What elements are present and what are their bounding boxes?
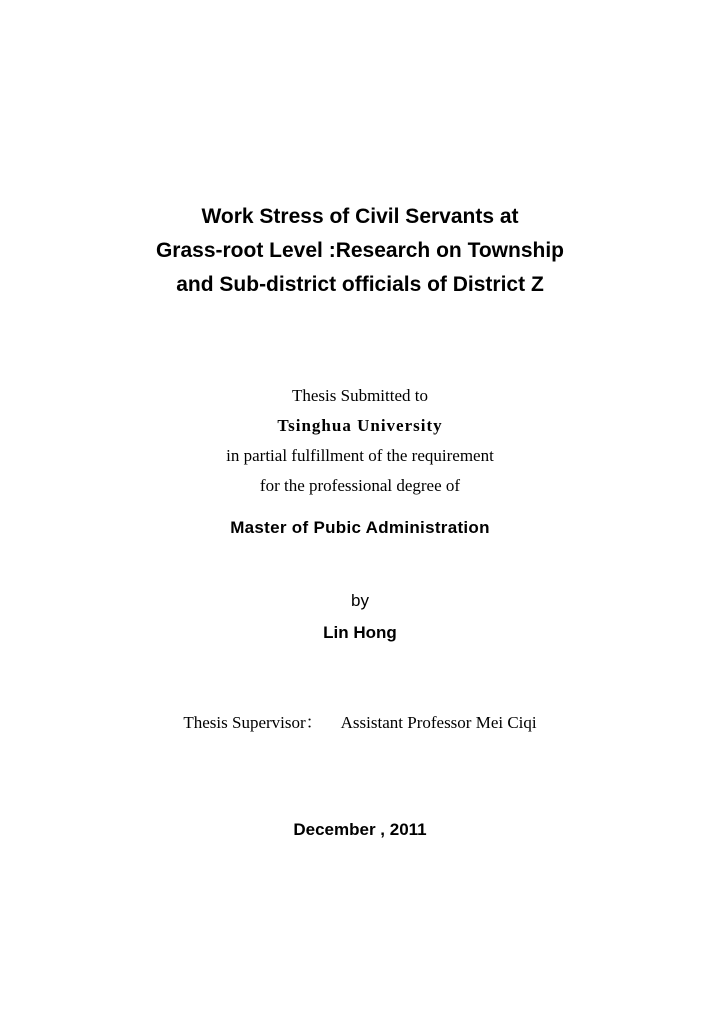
supervisor-name: Assistant Professor Mei Ciqi <box>340 713 537 732</box>
submission-statement <box>0 381 720 501</box>
thesis-title-line-1: Work Stress of Civil Servants at <box>201 205 519 228</box>
supervisor-label: Thesis Supervisor： <box>183 713 323 732</box>
university-name: Tsinghua University <box>277 416 443 435</box>
submission-date: December , 2011 <box>293 820 427 839</box>
degree-intro-text: for the professional degree of <box>259 476 461 495</box>
by-label: by <box>351 591 369 610</box>
submitted-to-text: Thesis Submitted to <box>292 386 428 405</box>
author-name: Lin Hong <box>323 623 397 642</box>
supervisor-line <box>0 709 720 737</box>
fulfillment-text: in partial fulfillment of the requirement <box>226 446 494 465</box>
thesis-title <box>0 200 720 302</box>
degree-name: Master of Pubic Administration <box>230 518 490 537</box>
thesis-title-line-3: and Sub-district officials of District Z <box>176 273 544 296</box>
thesis-title-line-2: Grass-root Level :Research on Township <box>155 239 565 262</box>
